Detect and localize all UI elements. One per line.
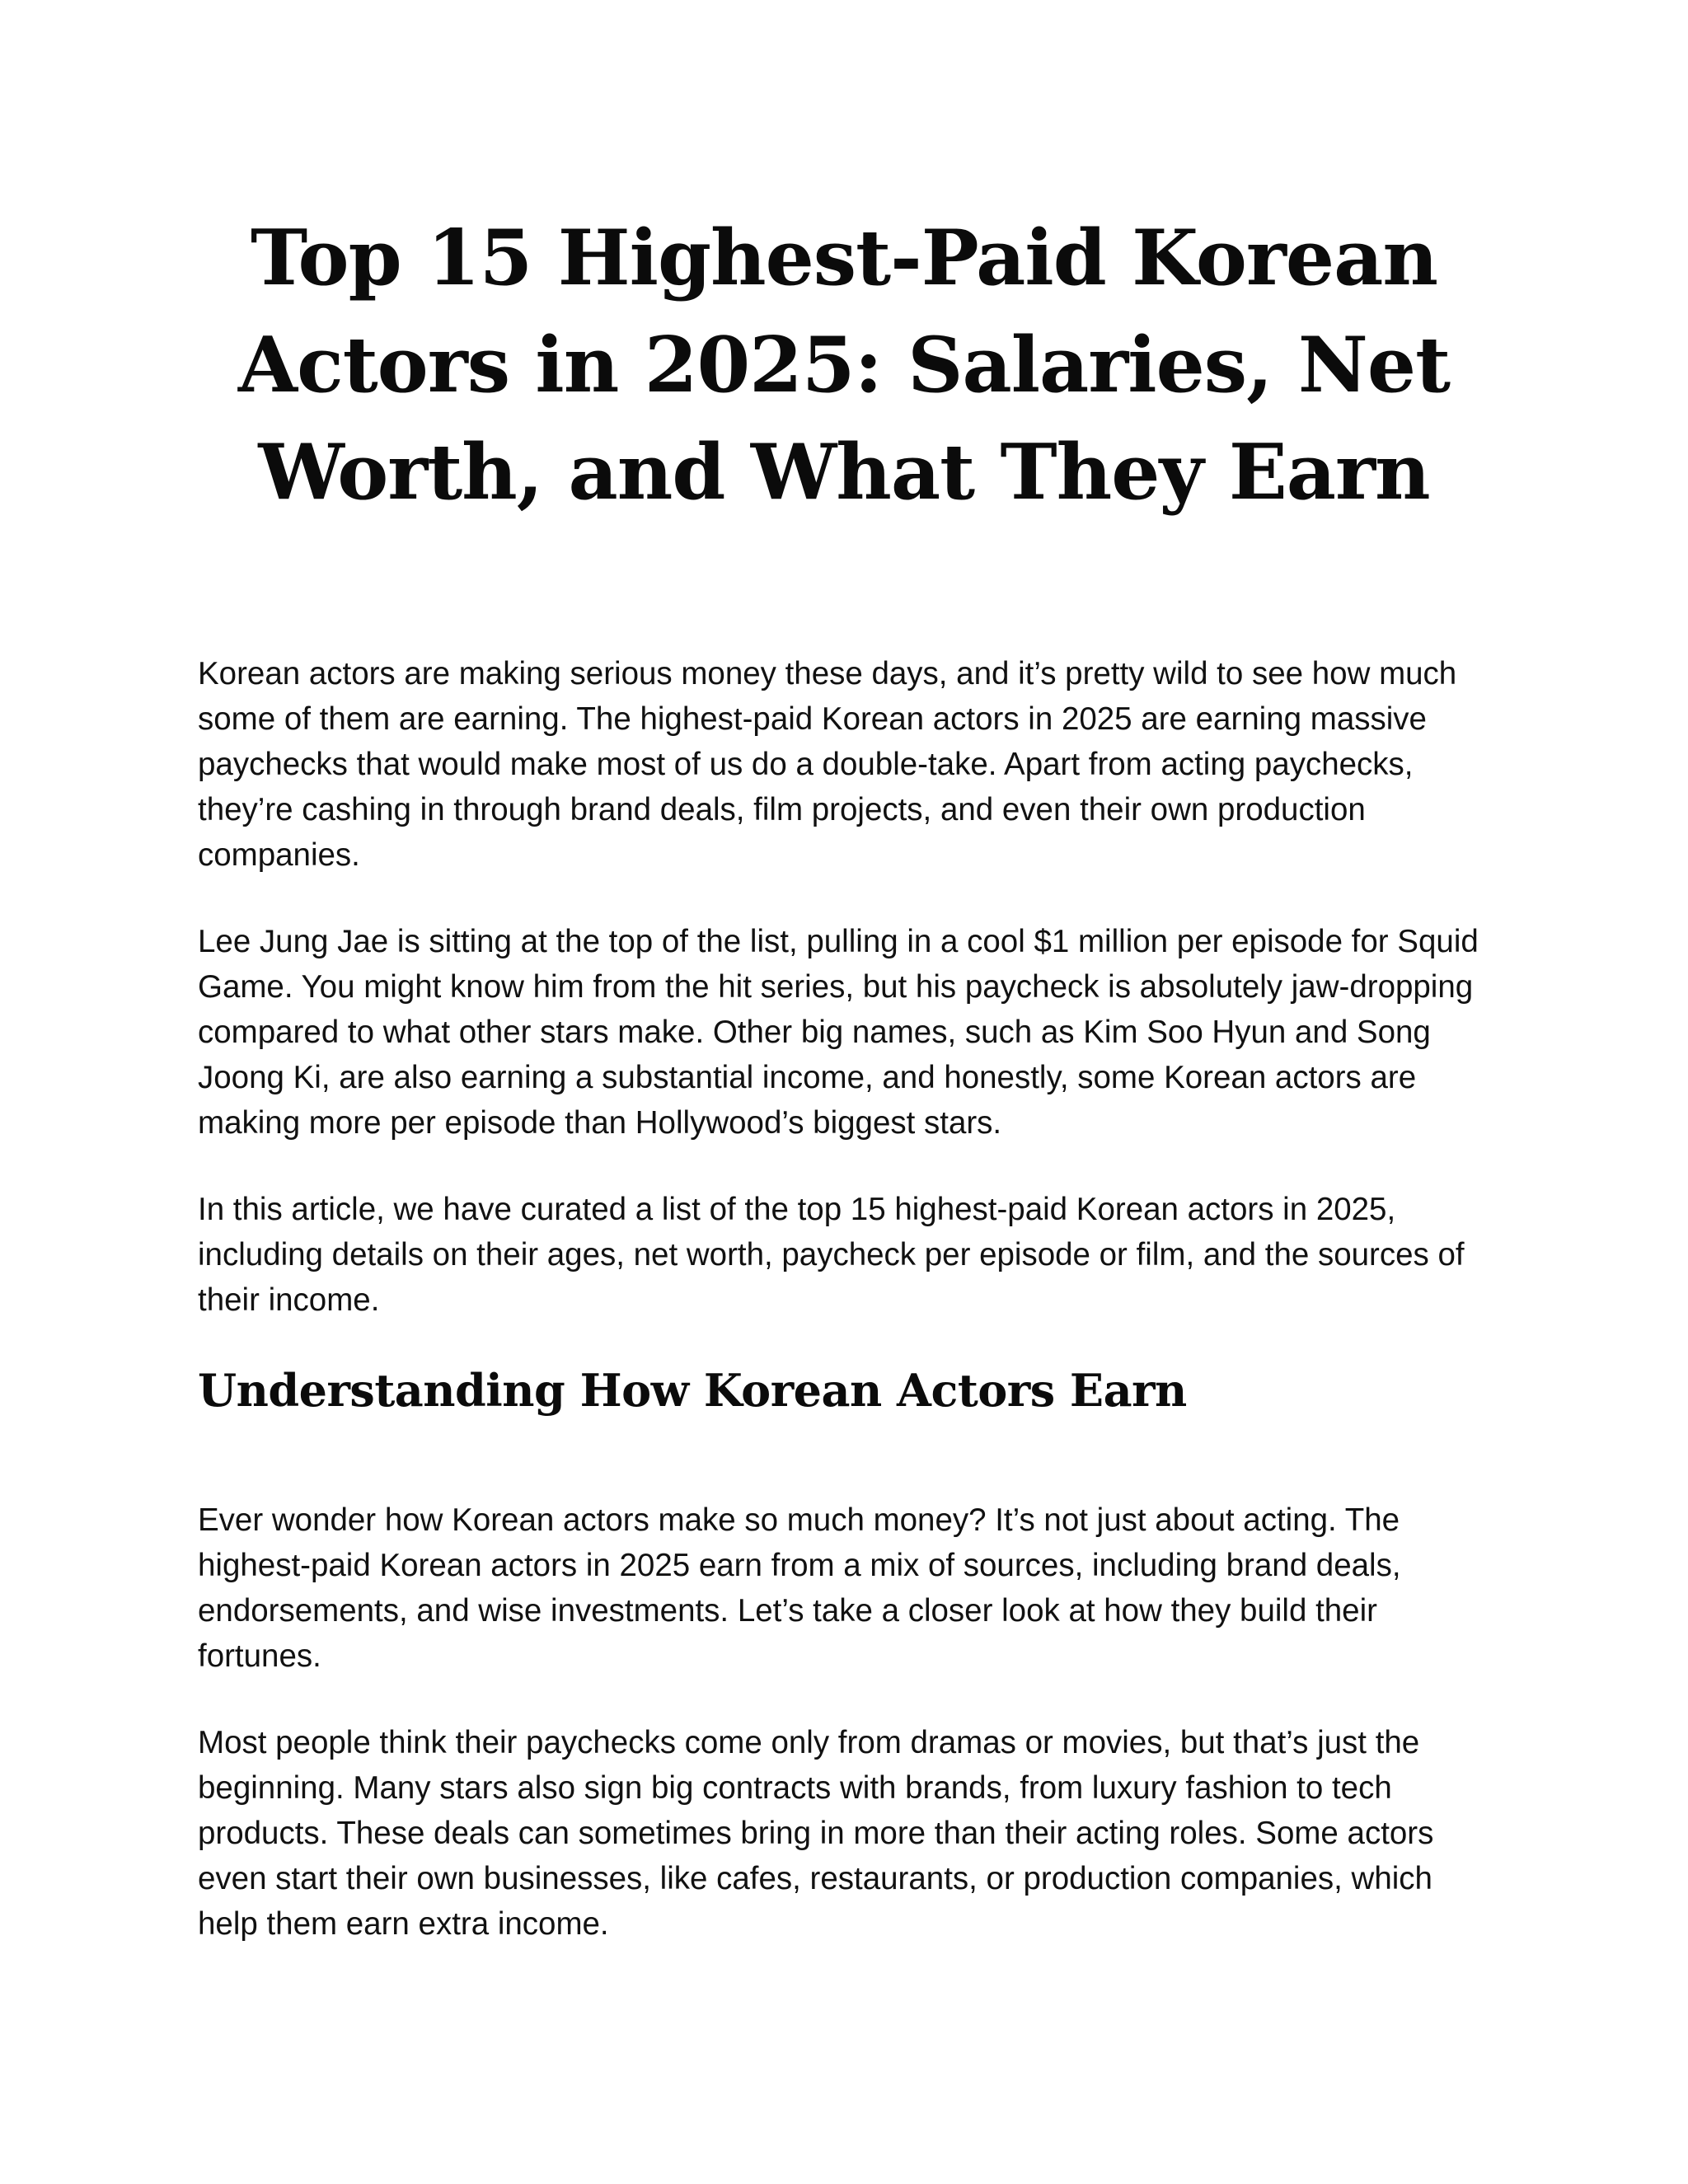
intro-paragraph-3: In this article, we have curated a list of the top 15 highest-paid Korean actors in 2025, including details on their ages, net worth, paycheck per episode or film, and the sources of their income. xyxy=(198,1192,1465,1318)
article-title: Top 15 Highest-Paid Korean Actors in 2025: Salaries, Net Worth, and What They Earn xyxy=(237,213,1451,517)
intro-paragraph-1: Korean actors are making serious money these days, and it’s pretty wild to see how much some of them are earning. The highest-paid Korean actors in 2025 are earning massive paychecks that would make most of us do a double-take. Apart from acting paychecks, they’re cashing in through brand deals, film projects, and even their own production companies. xyxy=(198,656,1457,873)
section-paragraph-2: Most people think their paychecks come only from dramas or movies, but that’s just the beginning. Many stars also sign big contracts with brands, from luxury fashion to tech products. These deals can sometimes bring in more than their acting roles. Some actors even start their own businesses, like cafes, restaurants, or production companies, which help them earn extra income. xyxy=(198,1725,1434,1942)
intro-paragraph-2: Lee Jung Jae is sitting at the top of the list, pulling in a cool $1 million per episode for Squid Game. You might know him from the hit series, but his paycheck is absolutely jaw-dropping compared to what other stars make. Other big names, such as Kim Soo Hyun and Song Joong Ki, are also earning a substantial income, and honestly, some Korean actors are making more per episode than Hollywood’s biggest stars. xyxy=(198,924,1479,1141)
section-heading: Understanding How Korean Actors Earn xyxy=(198,1364,1187,1417)
section-paragraph-1: Ever wonder how Korean actors make so much money? It’s not just about acting. The highest-paid Korean actors in 2025 earn from a mix of sources, including brand deals, endorsements, and wise investments. Let’s take a closer look at how they build their fortunes. xyxy=(198,1502,1401,1674)
